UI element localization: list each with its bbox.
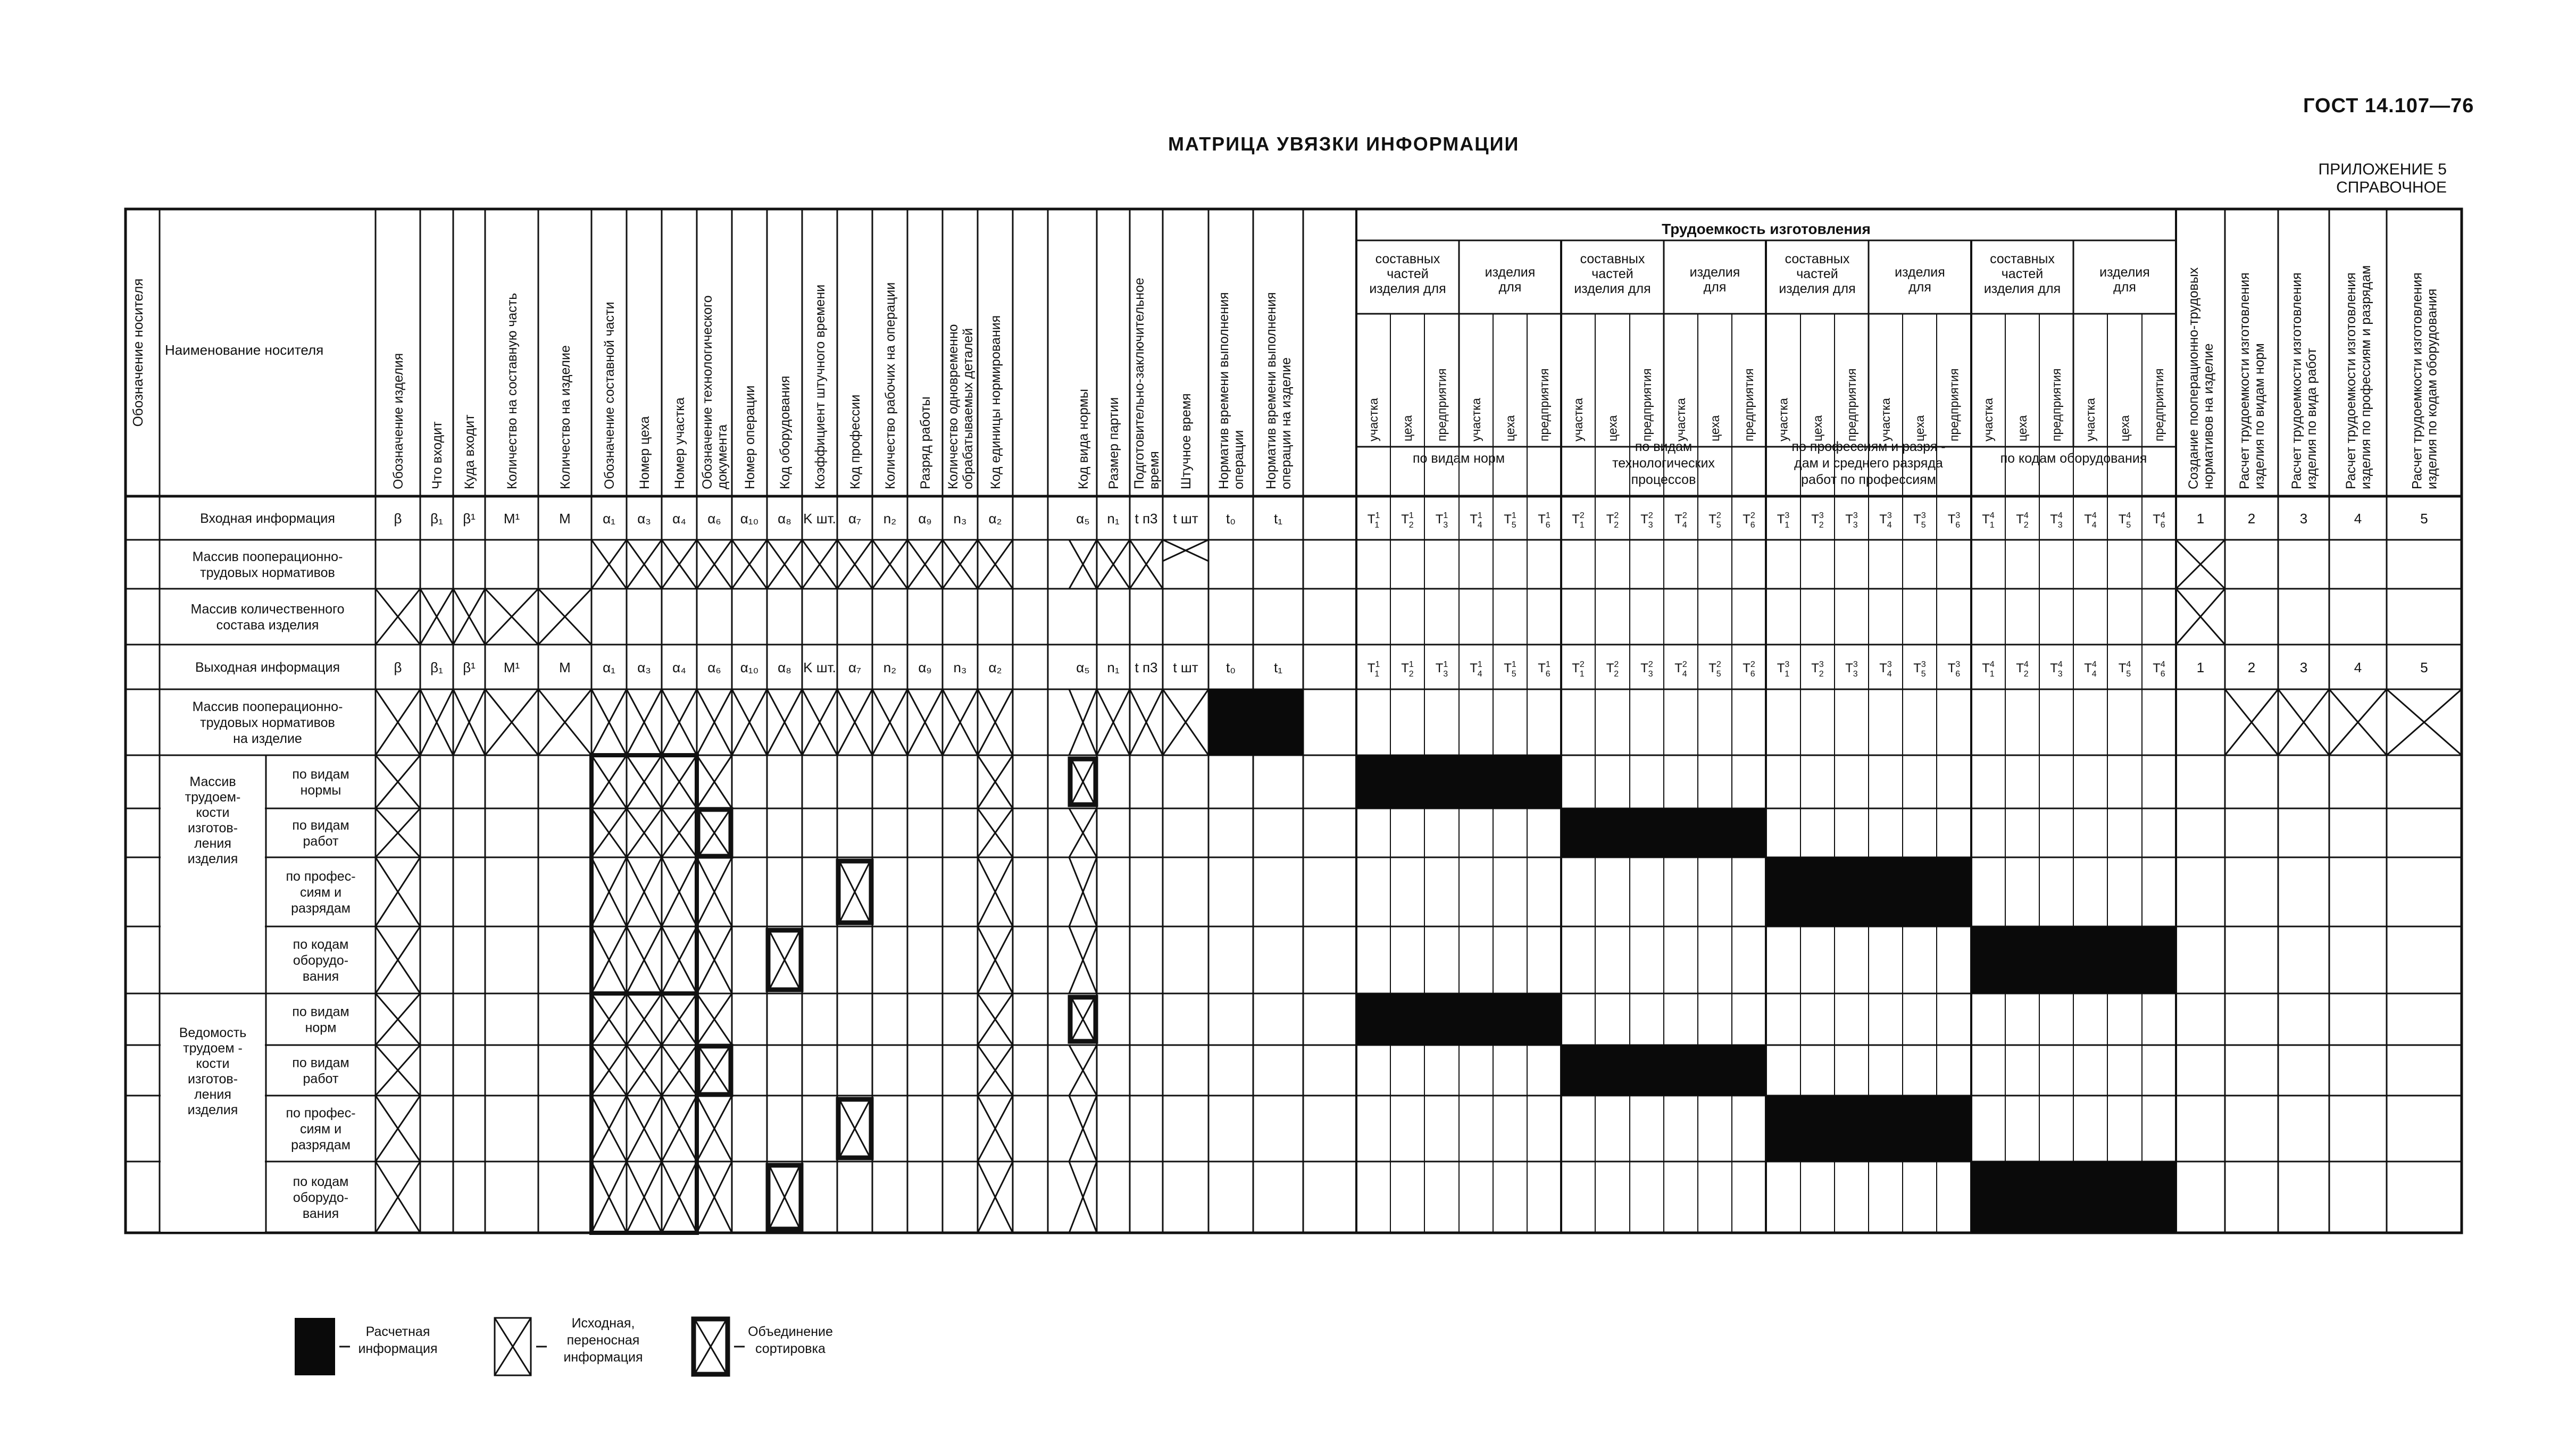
row-array-norms-product: Массив пооперационно-трудовых нормативов на изделие bbox=[192, 699, 343, 746]
col-right-0: Создание пооперационно-трудовыхнормативов на изделие bbox=[2186, 267, 2216, 489]
labor-symbol: $T^3$ 5 bbox=[1913, 511, 1926, 530]
symbol-g1: M¹ bbox=[503, 659, 520, 675]
symbol-g2: n₂ bbox=[883, 659, 897, 675]
labor-level-0: участка bbox=[1571, 398, 1585, 441]
appendix-line-2: СПРАВОЧНОЕ bbox=[2336, 179, 2447, 196]
row-labor-sheet: Ведомость трудоем -кости изготов-ления изделия bbox=[179, 1025, 247, 1117]
symbol-g3: α₅ bbox=[1076, 659, 1090, 675]
right-num: 5 bbox=[2420, 511, 2428, 527]
labor-symbol: $T^3$ 6 bbox=[1947, 511, 1961, 530]
labor-sub-parts: составных частей изделия для bbox=[1983, 252, 2061, 296]
labor-group-1: по видам технологических процессов bbox=[1612, 439, 1715, 487]
sub-row-2: по профес-сиям и разрядам bbox=[286, 869, 356, 916]
labor-level-2: предприятия bbox=[1435, 368, 1449, 441]
symbol-g1: β₁ bbox=[430, 511, 443, 527]
labor-group-3: по кодам оборудования bbox=[2000, 451, 2147, 466]
sub-row2-0: по видам норм bbox=[292, 1004, 349, 1035]
labor-level-0: участка bbox=[1366, 398, 1380, 441]
col-right-4: Расчет трудоемкости изготовленияизделия по кодам оборудования bbox=[2410, 272, 2440, 489]
labor-symbol: $T^2$ 3 bbox=[1640, 511, 1653, 530]
labor-symbol: $T^1$ 4 bbox=[1470, 511, 1482, 530]
right-num: 3 bbox=[2299, 659, 2308, 675]
right-num: 3 bbox=[2299, 511, 2308, 527]
calc-block bbox=[1766, 1096, 1971, 1162]
labor-symbol: $T^1$ 2 bbox=[1401, 660, 1414, 679]
row-input-info: Входная информация bbox=[200, 511, 335, 526]
labor-symbol: $T^3$ 3 bbox=[1845, 511, 1858, 530]
right-num: 2 bbox=[2247, 659, 2256, 675]
labor-symbol: $T^2$ 4 bbox=[1674, 511, 1687, 530]
labor-level-1: цеха bbox=[1708, 415, 1722, 441]
symbol-g2: n₃ bbox=[953, 659, 967, 675]
labor-symbol: $T^3$ 3 bbox=[1845, 660, 1858, 679]
sub-row-0: по видам нормы bbox=[292, 767, 349, 798]
col-g3-0: Код вида нормы bbox=[1076, 389, 1091, 489]
symbol-g1: M¹ bbox=[503, 511, 520, 527]
page-title: МАТРИЦА УВЯЗКИ ИНФОРМАЦИИ bbox=[1168, 133, 1520, 155]
col-carrier-designation: Обозначение носителя bbox=[130, 278, 146, 427]
labor-title: Трудоемкость изготовления bbox=[1662, 221, 1871, 237]
symbol-g1: M bbox=[559, 659, 571, 675]
symbol-g2: α₂ bbox=[988, 511, 1002, 527]
symbol-g2: n₂ bbox=[883, 511, 897, 527]
right-num: 5 bbox=[2420, 659, 2428, 675]
labor-level-0: участка bbox=[2083, 398, 2097, 441]
labor-sub-product: изделия для bbox=[1895, 265, 1945, 295]
calc-block bbox=[1766, 857, 1971, 926]
legend-calc: Расчетная информация bbox=[358, 1324, 438, 1356]
sub-row-1: по видам работ bbox=[292, 818, 349, 849]
col-g2-6: Коэффициент штучного времени bbox=[813, 284, 828, 489]
symbol-g3: t п3 bbox=[1135, 659, 1158, 675]
labor-group-2: по профессиям и разря -дам и среднего разряда работ по профессиям bbox=[1791, 439, 1946, 487]
symbol-g2: α₁ bbox=[603, 659, 615, 675]
symbol-g2: K шт. bbox=[803, 659, 836, 675]
symbol-g2: α₉ bbox=[918, 659, 932, 675]
col-g2-1: Номер цеха bbox=[637, 416, 652, 489]
symbol-g1: β bbox=[394, 659, 402, 675]
symbol-g2: α₁₀ bbox=[740, 511, 759, 527]
labor-level-2: предприятия bbox=[2152, 368, 2166, 441]
symbol-g2: n₃ bbox=[953, 511, 967, 527]
sub-row2-3: по кодам оборудо-вания bbox=[293, 1174, 349, 1221]
labor-symbol: $T^3$ 1 bbox=[1777, 660, 1790, 679]
labor-symbol: $T^2$ 1 bbox=[1572, 511, 1585, 530]
right-num: 1 bbox=[2196, 659, 2205, 675]
labor-level-0: участка bbox=[1469, 398, 1483, 441]
symbol-g3: t₀ bbox=[1226, 659, 1236, 675]
symbol-g3: t п3 bbox=[1135, 511, 1158, 527]
row-array-norms: Массив пооперационно-трудовых нормативов bbox=[192, 549, 343, 580]
labor-symbol: $T^4$ 4 bbox=[2084, 660, 2097, 679]
labor-symbol: $T^1$ 3 bbox=[1435, 511, 1448, 530]
labor-symbol: $T^2$ 1 bbox=[1572, 660, 1585, 679]
symbol-g1: β₁ bbox=[430, 659, 443, 675]
labor-level-2: предприятия bbox=[1537, 368, 1551, 441]
symbol-g3: t шт bbox=[1173, 659, 1198, 675]
col-g3-4: Норматив времени выполненияоперации bbox=[1216, 292, 1246, 489]
symbol-g2: α₁₀ bbox=[740, 659, 759, 675]
labor-symbol: $T^2$ 2 bbox=[1606, 511, 1619, 530]
gost-number: ГОСТ 14.107—76 bbox=[2303, 95, 2474, 117]
col-g1-4: Количество на изделие bbox=[558, 345, 573, 489]
symbol-g3: n₁ bbox=[1107, 659, 1120, 675]
labor-group-0: по видам норм bbox=[1412, 451, 1505, 466]
labor-sub-product: изделия для bbox=[1689, 265, 1740, 295]
symbol-g1: β bbox=[394, 511, 402, 527]
legend-source: Исходная, переносная информация bbox=[563, 1316, 643, 1365]
col-g2-11: Код единицы нормирования bbox=[988, 315, 1003, 489]
col-g2-9: Разряд работы bbox=[918, 396, 933, 489]
labor-symbol: $T^2$ 3 bbox=[1640, 660, 1653, 679]
col-g2-7: Код профессии bbox=[848, 394, 863, 489]
labor-symbol: $T^4$ 6 bbox=[2153, 511, 2165, 530]
symbol-g2: α₆ bbox=[707, 511, 721, 527]
sub-row2-1: по видам работ bbox=[292, 1055, 349, 1087]
right-num: 4 bbox=[2354, 511, 2362, 527]
labor-symbol: $T^3$ 4 bbox=[1879, 511, 1892, 530]
col-g2-3: Обозначение технологическогодокумента bbox=[700, 295, 730, 489]
labor-level-2: предприятия bbox=[1845, 368, 1858, 441]
labor-symbol: $T^3$ 1 bbox=[1777, 511, 1790, 530]
col-g1-2: Куда входит bbox=[462, 414, 477, 489]
right-num: 1 bbox=[2196, 511, 2205, 527]
labor-symbol: $T^4$ 3 bbox=[2050, 660, 2063, 679]
labor-sub-product: изделия для bbox=[1485, 265, 1536, 295]
col-right-3: Расчет трудоемкости изготовленияизделия по профессиям и разрядам bbox=[2344, 265, 2373, 489]
legend-calc-swatch bbox=[295, 1318, 335, 1375]
labor-symbol: $T^4$ 1 bbox=[1982, 660, 1995, 679]
calc-block bbox=[1971, 926, 2176, 993]
symbol-g2: α₃ bbox=[637, 659, 651, 675]
col-g2-10: Количество одновременнообрабатываемых деталей bbox=[946, 324, 976, 489]
symbol-g3: α₅ bbox=[1076, 511, 1090, 527]
symbol-g1: M bbox=[559, 511, 571, 527]
labor-level-0: участка bbox=[1879, 398, 1893, 441]
labor-symbol: $T^2$ 5 bbox=[1708, 660, 1721, 679]
labor-symbol: $T^1$ 1 bbox=[1367, 660, 1380, 679]
symbol-g2: α₈ bbox=[778, 511, 791, 527]
symbol-g2: α₈ bbox=[778, 659, 791, 675]
col-carrier-name: Наименование носителя bbox=[165, 342, 324, 358]
labor-symbol: $T^4$ 5 bbox=[2118, 511, 2131, 530]
labor-symbol: $T^3$ 5 bbox=[1913, 660, 1926, 679]
symbol-g1: β¹ bbox=[463, 659, 476, 675]
row-labor-array: Массив трудоем-кости изготов-ления изделия bbox=[185, 774, 241, 866]
col-g3-2: Подготовительно-заключительноевремя bbox=[1132, 278, 1162, 489]
labor-level-1: цеха bbox=[1400, 415, 1414, 441]
col-g2-8: Количество рабочих на операции bbox=[883, 282, 898, 489]
labor-sub-parts: составных частей изделия для bbox=[1369, 252, 1446, 296]
col-g3-5: Норматив времени выполненияоперации на изделие bbox=[1264, 292, 1294, 489]
symbol-g3: n₁ bbox=[1107, 511, 1120, 527]
symbol-g2: α₁ bbox=[603, 511, 615, 527]
col-right-2: Расчет трудоемкости изготовленияизделия по вида работ bbox=[2289, 272, 2319, 489]
calc-block bbox=[1561, 1045, 1766, 1096]
symbol-g2: α₂ bbox=[988, 659, 1002, 675]
labor-symbol: $T^4$ 6 bbox=[2153, 660, 2165, 679]
symbol-g3: t₁ bbox=[1274, 659, 1282, 675]
labor-sub-product: изделия для bbox=[2099, 265, 2150, 295]
col-g2-2: Номер участка bbox=[672, 397, 687, 489]
sub-row2-2: по профес-сиям и разрядам bbox=[286, 1106, 356, 1152]
col-g2-4: Номер операции bbox=[743, 385, 757, 489]
symbol-g2: α₃ bbox=[637, 511, 651, 527]
symbol-g2: α₆ bbox=[707, 659, 721, 675]
appendix-line-1: ПРИЛОЖЕНИЕ 5 bbox=[2318, 161, 2447, 178]
labor-symbol: $T^4$ 2 bbox=[2016, 511, 2029, 530]
symbol-g2: α₉ bbox=[918, 511, 932, 527]
labor-level-1: цеха bbox=[1913, 415, 1927, 441]
labor-symbol: $T^4$ 1 bbox=[1982, 511, 1995, 530]
calc-block bbox=[1561, 808, 1766, 857]
sub-row-3: по кодам оборудо-вания bbox=[293, 937, 349, 984]
labor-symbol: $T^1$ 5 bbox=[1504, 511, 1516, 530]
col-g3-1: Размер партии bbox=[1106, 397, 1121, 489]
labor-level-2: предприятия bbox=[1640, 368, 1654, 441]
labor-level-0: участка bbox=[1981, 398, 1995, 441]
col-g2-5: Код оборудования bbox=[778, 375, 793, 489]
labor-level-2: предприятия bbox=[1742, 368, 1756, 441]
symbol-g3: t₁ bbox=[1274, 511, 1282, 527]
labor-symbol: $T^1$ 6 bbox=[1538, 660, 1550, 679]
labor-level-0: участка bbox=[1776, 398, 1790, 441]
labor-symbol: $T^2$ 6 bbox=[1743, 511, 1755, 530]
labor-symbol: $T^1$ 2 bbox=[1401, 511, 1414, 530]
labor-symbol: $T^3$ 2 bbox=[1811, 511, 1824, 530]
symbol-g2: α₇ bbox=[848, 511, 861, 527]
symbol-g3: t₀ bbox=[1226, 511, 1236, 527]
symbol-g1: β¹ bbox=[463, 511, 476, 527]
labor-symbol: $T^2$ 2 bbox=[1606, 660, 1619, 679]
row-output-info: Выходная информация bbox=[195, 660, 340, 675]
col-g1-3: Количество на составную часть bbox=[505, 293, 520, 489]
labor-symbol: $T^4$ 3 bbox=[2050, 511, 2063, 530]
row-array-quantity: Массив количественного состава изделия bbox=[190, 602, 345, 633]
labor-symbol: $T^2$ 6 bbox=[1743, 660, 1755, 679]
labor-symbol: $T^3$ 6 bbox=[1947, 660, 1961, 679]
legend-merge: Объединение сортировка bbox=[748, 1324, 833, 1356]
labor-symbol: $T^1$ 6 bbox=[1538, 511, 1550, 530]
labor-sub-parts: составных частей изделия для bbox=[1779, 252, 1856, 296]
labor-level-1: цеха bbox=[1605, 415, 1620, 441]
col-g2-0: Обозначение составной части bbox=[602, 302, 617, 489]
right-num: 2 bbox=[2247, 511, 2256, 527]
labor-symbol: $T^3$ 2 bbox=[1811, 660, 1824, 679]
calc-block bbox=[1356, 993, 1561, 1045]
col-g1-0: Обозначение изделия bbox=[391, 353, 406, 489]
labor-symbol: $T^2$ 5 bbox=[1708, 511, 1721, 530]
labor-symbol: $T^3$ 4 bbox=[1879, 660, 1892, 679]
labor-level-2: предприятия bbox=[2049, 368, 2063, 441]
labor-level-2: предприятия bbox=[1947, 368, 1961, 441]
symbol-g3: t шт bbox=[1173, 511, 1198, 527]
col-g3-3: Штучное время bbox=[1179, 393, 1194, 489]
col-g1-1: Что входит bbox=[430, 421, 445, 489]
labor-symbol: $T^1$ 3 bbox=[1435, 660, 1448, 679]
labor-level-0: участка bbox=[1674, 398, 1688, 441]
labor-level-1: цеха bbox=[1503, 415, 1517, 441]
labor-symbol: $T^1$ 1 bbox=[1367, 511, 1380, 530]
calc-block bbox=[1971, 1162, 2176, 1233]
calc-block bbox=[1208, 689, 1303, 755]
labor-symbol: $T^4$ 4 bbox=[2084, 511, 2097, 530]
labor-symbol: $T^4$ 2 bbox=[2016, 660, 2029, 679]
calc-block bbox=[1356, 755, 1561, 808]
symbol-g2: α₄ bbox=[672, 659, 686, 675]
labor-symbol: $T^2$ 4 bbox=[1674, 660, 1687, 679]
labor-level-1: цеха bbox=[1811, 415, 1824, 441]
symbol-g2: α₄ bbox=[672, 511, 686, 527]
symbol-g2: K шт. bbox=[803, 511, 836, 527]
labor-symbol: $T^4$ 5 bbox=[2118, 660, 2131, 679]
col-right-1: Расчет трудоемкости изготовленияизделия по видам норм bbox=[2237, 272, 2267, 489]
labor-level-1: цеха bbox=[2118, 415, 2132, 441]
labor-level-1: цеха bbox=[2015, 415, 2029, 441]
symbol-g2: α₇ bbox=[848, 659, 861, 675]
labor-sub-parts: составных частей изделия для bbox=[1574, 252, 1651, 296]
labor-symbol: $T^1$ 5 bbox=[1504, 660, 1516, 679]
right-num: 4 bbox=[2354, 659, 2362, 675]
labor-symbol: $T^1$ 4 bbox=[1470, 660, 1482, 679]
